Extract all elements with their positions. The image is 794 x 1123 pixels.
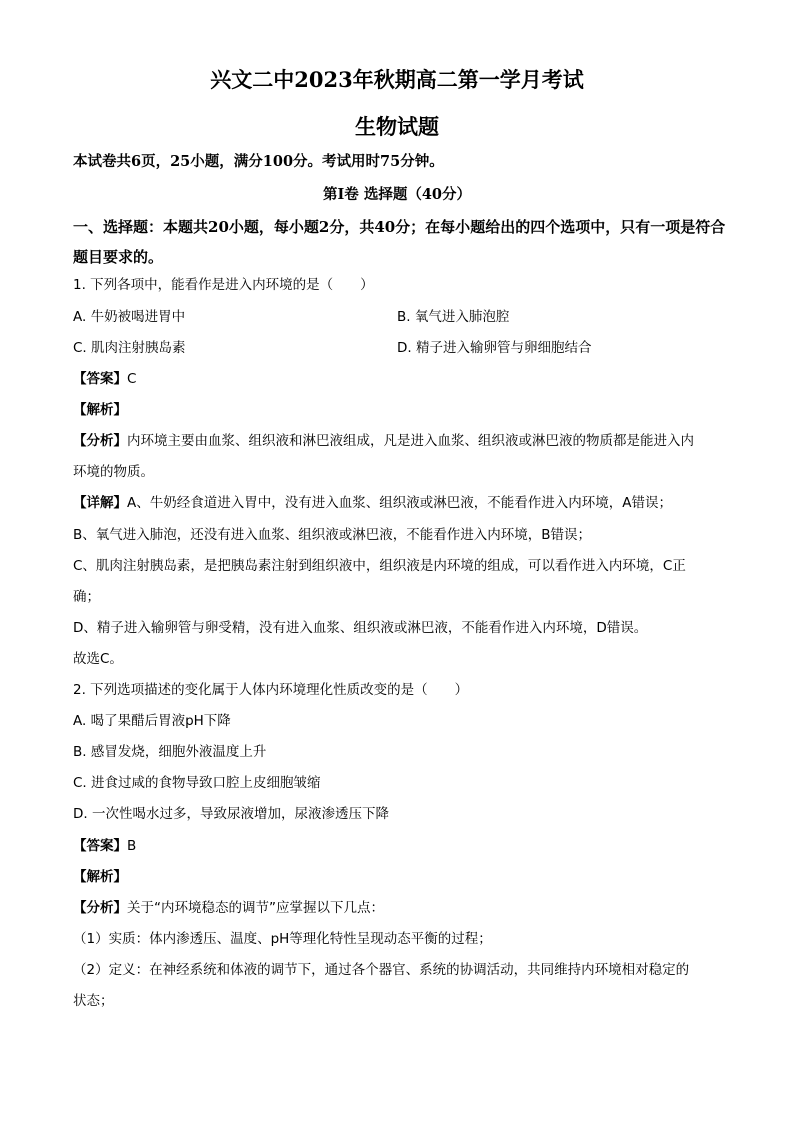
q1-option-d: D. 精子进入输卵管与卵细胞结合 xyxy=(397,340,592,356)
fenxi-text: 关于“内环境稳态的调节”应掌握以下几点： xyxy=(127,900,384,916)
answer-value: B xyxy=(127,838,137,854)
q1-detail-c-cont: 确； xyxy=(73,589,100,605)
q2-option-b: B. 感冒发烧，细胞外液温度上升 xyxy=(73,744,267,760)
q1-detail-d: D、精子进入输卵管与卵受精，没有进入血浆、组织液或淋巴液，不能看作进入内环境，D错误。 xyxy=(73,620,648,636)
q1-option-b: B. 氧气进入肺泡腔 xyxy=(397,309,510,325)
q1-detail-a xyxy=(73,494,672,512)
fenxi-tag: 【分析】 xyxy=(73,433,127,449)
q2-option-d: D. 一次性喝水过多，导致尿液增加，尿液渗透压下降 xyxy=(73,806,389,822)
q2-fenxi xyxy=(73,899,384,917)
q2-analysis-tag: 【解析】 xyxy=(73,869,127,885)
q1-analysis-tag: 【解析】 xyxy=(73,402,127,418)
exam-title: 兴文二中2023年秋期高二第一学月考试 xyxy=(210,67,584,92)
answer-value: C xyxy=(127,371,137,387)
q2-option-c: C. 进食过咸的食物导致口腔上皮细胞皱缩 xyxy=(73,775,321,791)
q1-detail-b: B、氧气进入肺泡，还没有进入血浆、组织液或淋巴液，不能看作进入内环境，B错误； xyxy=(73,527,592,543)
q2-point-1: （1）实质：体内渗透压、温度、pH等理化特性呈现动态平衡的过程； xyxy=(73,931,492,947)
q1-answer xyxy=(73,370,136,388)
section-instruction: 一、选择题：本题共20小题，每小题2分，共40分；在每小题给出的四个选项中，只有一项是符合题目要求的。 xyxy=(73,218,726,266)
q1-option-a: A. 牛奶被喝进胃中 xyxy=(73,309,186,325)
q2-option-a: A. 喝了果醋后胃液pH下降 xyxy=(73,713,231,729)
detail-a-text: A、牛奶经食道进入胃中，没有进入血浆、组织液或淋巴液，不能看作进入内环境，A错误； xyxy=(127,495,672,511)
q2-point-2: （2）定义：在神经系统和体液的调节下，通过各个器官、系统的协调活动，共同维持内环境相对稳定的 xyxy=(73,962,690,978)
q2-point-2-cont: 状态； xyxy=(73,993,114,1009)
fenxi-tag: 【分析】 xyxy=(73,900,127,916)
exam-info: 本试卷共6页，25小题，满分100分。考试用时75分钟。 xyxy=(73,153,444,170)
q2-stem: 2. 下列选项描述的变化属于人体内环境理化性质改变的是（ ） xyxy=(73,682,469,698)
fenxi-text: 内环境主要由血浆、组织液和淋巴液组成，凡是进入血浆、组织液或淋巴液的物质都是能进入内 xyxy=(127,433,694,449)
section-title: 第Ⅰ卷 选择题（40分） xyxy=(322,186,471,203)
q1-conclusion: 故选C。 xyxy=(73,651,123,667)
answer-tag: 【答案】 xyxy=(73,838,127,854)
q1-option-c: C. 肌肉注射胰岛素 xyxy=(73,340,186,356)
subject-title: 生物试题 xyxy=(355,114,439,139)
q1-fenxi-cont: 环境的物质。 xyxy=(73,464,154,480)
xiangjie-tag: 【详解】 xyxy=(73,495,127,511)
q1-fenxi xyxy=(73,432,694,450)
q1-detail-c: C、肌肉注射胰岛素，是把胰岛素注射到组织液中，组织液是内环境的组成，可以看作进入内环境，C正 xyxy=(73,558,686,574)
q2-answer xyxy=(73,837,136,855)
answer-tag: 【答案】 xyxy=(73,371,127,387)
q1-stem: 1. 下列各项中，能看作是进入内环境的是（ ） xyxy=(73,277,374,293)
